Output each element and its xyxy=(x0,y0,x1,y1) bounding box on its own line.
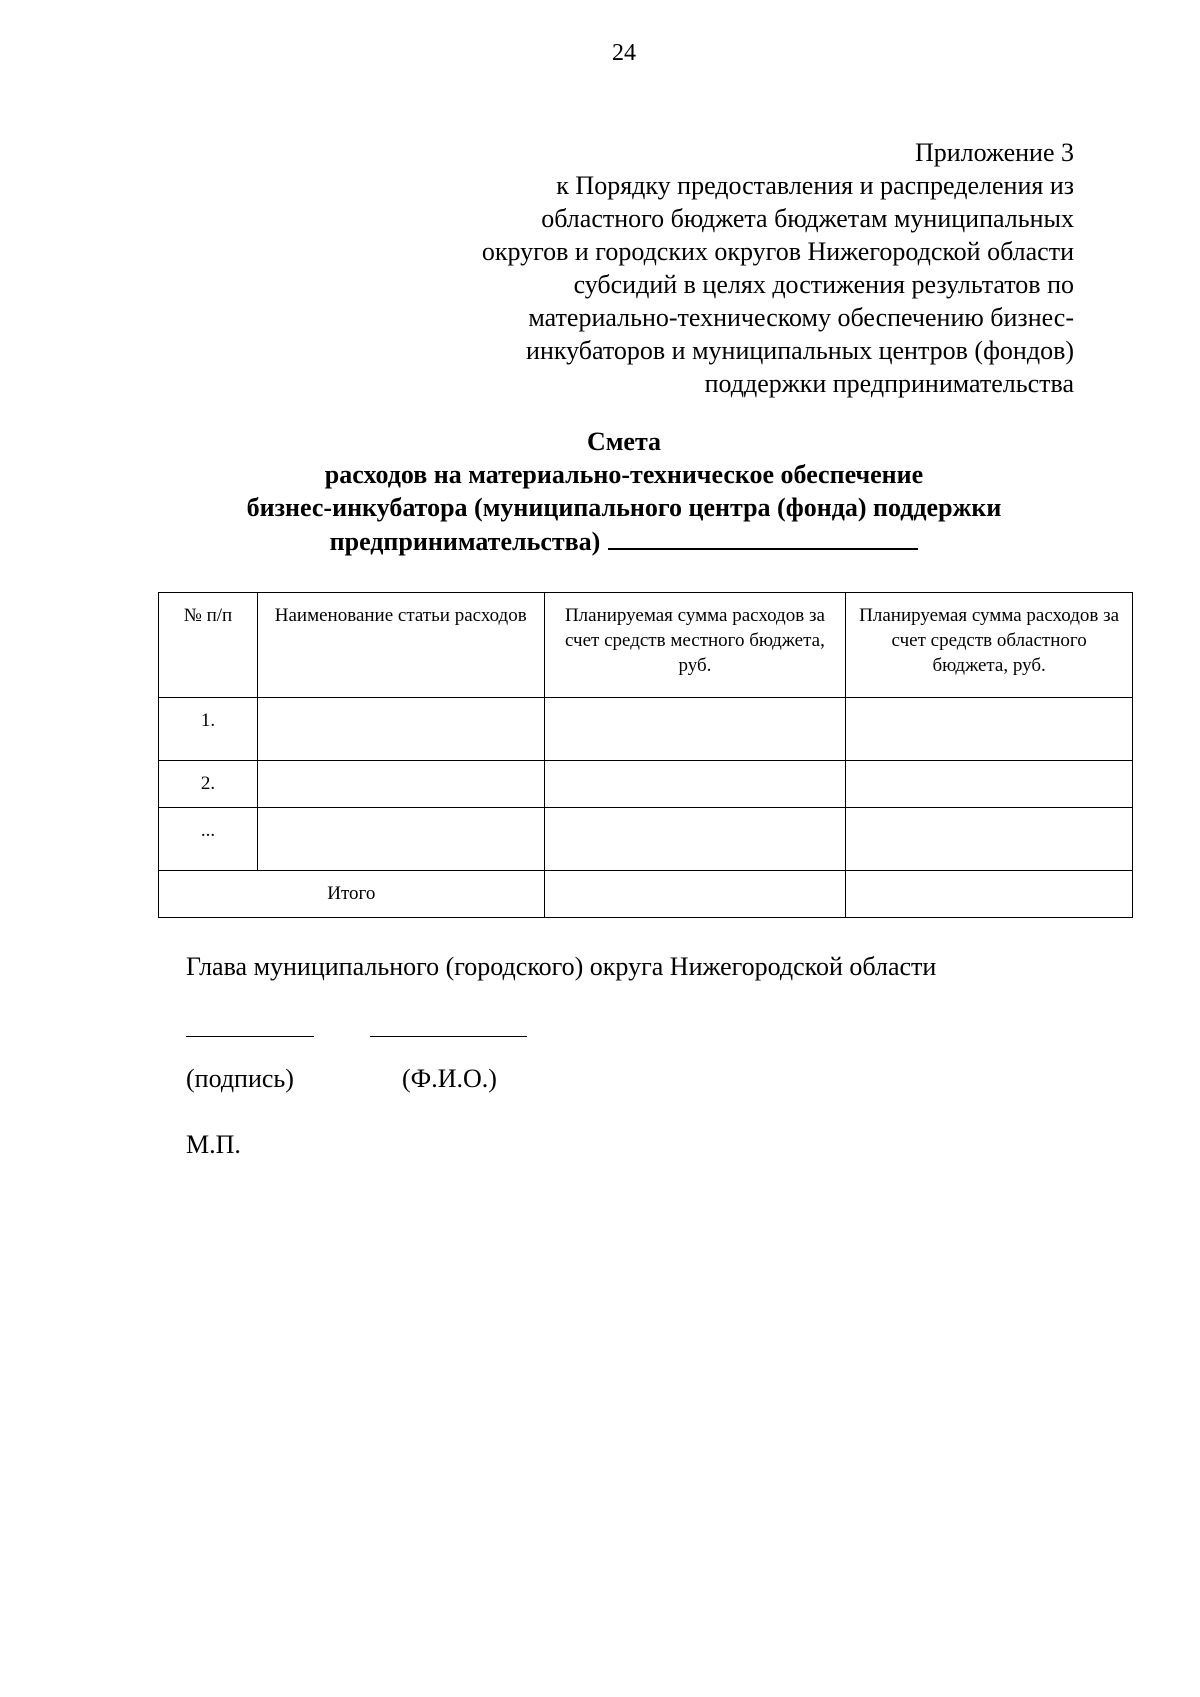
title-line: бизнес-инкубатора (муниципального центра (фонда) поддержки xyxy=(246,493,1002,522)
document-title xyxy=(140,425,1108,558)
appendix-line: Приложение 3 xyxy=(914,138,1074,167)
table-cell[interactable] xyxy=(257,808,544,871)
signature-label: (подпись) xyxy=(186,1064,294,1093)
appendix-line: поддержки предпринимательства xyxy=(704,369,1074,398)
head-of-district: Глава муниципального (городского) округа Нижегородской области xyxy=(186,952,937,981)
header-cell-number: № п/п xyxy=(159,593,258,698)
table-row xyxy=(159,698,1133,761)
table-total-row xyxy=(159,871,1133,918)
title-line: Смета xyxy=(586,427,662,456)
header-cell-item: Наименование статьи расходов xyxy=(257,593,544,698)
appendix-line: областного бюджета бюджетам муниципальных xyxy=(541,204,1074,233)
table-header-row xyxy=(159,593,1133,698)
appendix-line: материально-техническому обеспечению бизнес- xyxy=(528,303,1074,332)
table-cell: 2. xyxy=(159,761,258,808)
title-line: предпринимательства) xyxy=(329,527,601,556)
table-cell[interactable] xyxy=(544,761,846,808)
table-cell[interactable] xyxy=(544,808,846,871)
page-number: 24 xyxy=(612,40,636,66)
header-cell-local-budget: Планируемая сумма расходов за счет средств местного бюджета, руб. xyxy=(544,593,846,698)
table-row xyxy=(159,761,1133,808)
total-label: Итого xyxy=(159,871,545,918)
appendix-line: округов и городских округов Нижегородской области xyxy=(481,237,1074,266)
name-label: (Ф.И.О.) xyxy=(402,1064,497,1093)
table-cell[interactable] xyxy=(257,761,544,808)
title-line-last xyxy=(140,524,1108,558)
table-cell: 1. xyxy=(159,698,258,761)
title-blank-field[interactable] xyxy=(608,524,918,550)
estimate-table xyxy=(158,592,1133,918)
table-cell: ... xyxy=(159,808,258,871)
appendix-line: к Порядку предоставления и распределения из xyxy=(556,171,1074,200)
table-cell[interactable] xyxy=(257,698,544,761)
appendix-block xyxy=(374,136,1074,400)
appendix-line: субсидий в целях достижения результатов по xyxy=(573,270,1074,299)
title-line: расходов на материально-техническое обеспечение xyxy=(324,460,924,489)
appendix-line: инкубаторов и муниципальных центров (фондов) xyxy=(526,336,1074,365)
name-line[interactable] xyxy=(370,1036,527,1037)
table-cell[interactable] xyxy=(544,698,846,761)
table-cell[interactable] xyxy=(846,698,1133,761)
total-local-cell[interactable] xyxy=(544,871,846,918)
signature-line[interactable] xyxy=(186,1036,314,1037)
total-regional-cell[interactable] xyxy=(846,871,1133,918)
stamp-place: М.П. xyxy=(186,1130,241,1159)
table-cell[interactable] xyxy=(846,761,1133,808)
table-cell[interactable] xyxy=(846,808,1133,871)
table-row xyxy=(159,808,1133,871)
header-cell-regional-budget: Планируемая сумма расходов за счет средств областного бюджета, руб. xyxy=(846,593,1133,698)
